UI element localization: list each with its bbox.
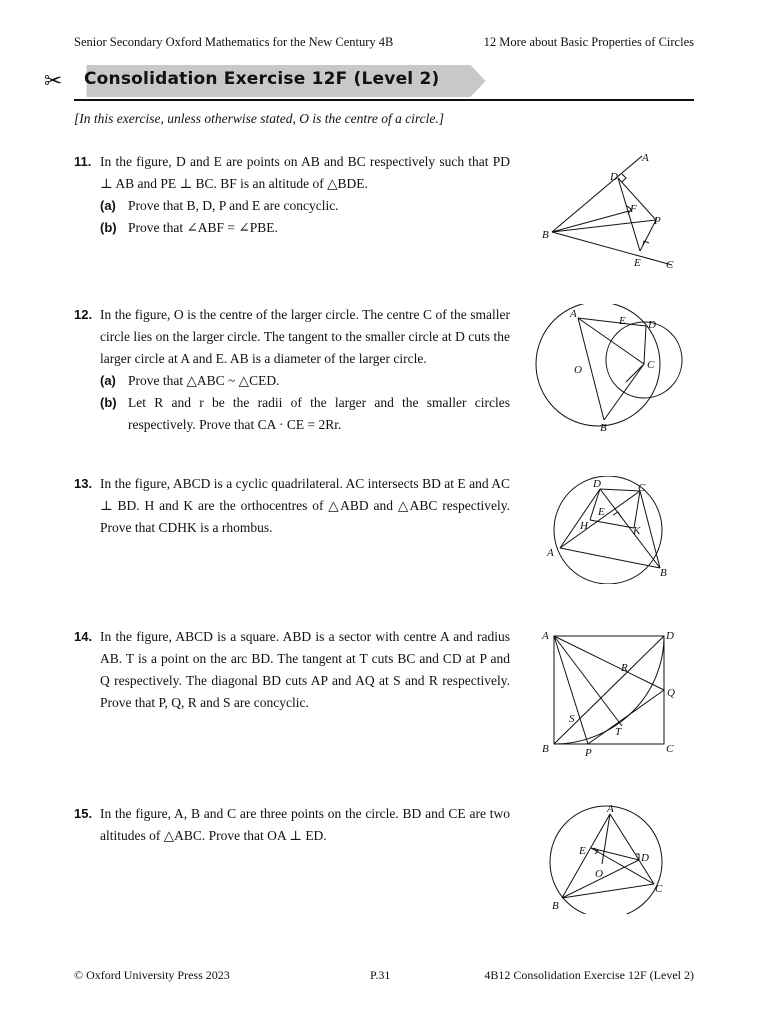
figure-11-labels (542, 152, 674, 271)
point-label: D (610, 171, 618, 183)
point-label: S (569, 713, 575, 725)
question-text: In the figure, ABCD is a cyclic quadrilateral. AC intersects BD at E and AC ⊥ BD. H and K are the orthocentres of △ABD and △ABC respectively. Prove that CDHK is a rhombus. (100, 476, 510, 535)
page-title: Consolidation Exercise 12F (Level 2) (84, 69, 440, 89)
question-text: In the figure, O is the centre of the larger circle. The centre C of the smaller circle lies on the larger circle. The tangent to the smaller circle at D cuts the larger circle at A and E. AB is a diameter of the larger circle. (100, 307, 510, 366)
point-label: C (647, 359, 655, 371)
running-header-left: Senior Secondary Oxford Mathematics for the New Century 4B (74, 35, 394, 49)
question-11 (74, 151, 510, 239)
point-label: B (660, 567, 667, 579)
question-14 (74, 626, 510, 714)
point-label: B (600, 422, 607, 434)
scissors-icon: ✂ (44, 68, 63, 93)
question-13 (74, 473, 510, 539)
exercise-note: [In this exercise, unless otherwise stated, O is the centre of a circle.] (74, 111, 445, 126)
point-label: D (593, 478, 601, 490)
point-label: O (595, 868, 603, 880)
point-label: P (585, 747, 592, 759)
figure-11 (530, 148, 690, 272)
point-label: C (655, 883, 663, 895)
question-text: In the figure, A, B and C are three points on the circle. BD and CE are two altitudes of △ABC. Prove that OA ⊥ ED. (100, 806, 510, 843)
question-12 (74, 304, 510, 436)
point-label: C (666, 743, 674, 755)
point-label: E (634, 257, 641, 269)
point-label: C (666, 259, 674, 271)
point-label: A (607, 803, 614, 815)
running-header-right: 12 More about Basic Properties of Circles (483, 35, 694, 49)
point-label: D (648, 319, 656, 331)
point-label: B (542, 743, 549, 755)
point-label: A (542, 630, 549, 642)
point-label: T (615, 726, 622, 738)
question-number: 14. (74, 629, 93, 644)
point-label: A (642, 152, 649, 164)
question-number: 11. (74, 154, 92, 169)
question-number: 15. (74, 806, 93, 821)
part-b: (b) Let R and r be the radii of the larger and the smaller circles respectively. Prove that CA · CE = 2Rr. (100, 395, 510, 432)
point-label: O (574, 364, 582, 376)
point-label: D (641, 852, 649, 864)
footer-copyright: © Oxford University Press 2023 (74, 968, 230, 982)
point-label: R (621, 662, 628, 674)
point-label: H (580, 520, 588, 532)
point-label: D (666, 630, 674, 642)
question-15 (74, 803, 510, 847)
figure-12 (530, 304, 690, 436)
point-label: A (570, 308, 577, 320)
question-number: 13. (74, 476, 93, 491)
point-label: Q (667, 687, 675, 699)
point-label: E (579, 845, 586, 857)
point-label: F (630, 203, 637, 215)
point-label: K (633, 525, 641, 537)
question-number: 12. (74, 307, 93, 322)
point-label: A (547, 547, 554, 559)
point-label: B (552, 900, 559, 912)
footer-exercise-title: 4B12 Consolidation Exercise 12F (Level 2) (484, 968, 694, 982)
part-a: (a) Prove that B, D, P and E are concyclic. (100, 198, 339, 213)
footer-page-number: P.31 (370, 968, 391, 982)
point-label: B (542, 229, 549, 241)
question-text: In the figure, D and E are points on AB and BC respectively such that PD ⊥ AB and PE ⊥ BC. BF is an altitude of △BDE. (100, 154, 510, 191)
point-label: C (638, 482, 646, 494)
figure-14 (538, 628, 686, 760)
point-label: E (598, 506, 605, 518)
part-b: (b) Prove that ∠ABF = ∠PBE. (100, 220, 278, 235)
figure-15 (540, 802, 680, 914)
title-rule (74, 99, 694, 101)
point-label: P (654, 215, 661, 227)
part-a: (a) Prove that △ABC ~ △CED. (100, 373, 280, 388)
point-label: E (619, 315, 626, 327)
figure-13 (540, 476, 680, 584)
question-text: In the figure, ABCD is a square. ABD is a sector with centre A and radius AB. T is a point on the arc BD. The tangent at T cuts BC and CD at P and Q respectively. The diagonal BD cuts AP and AQ at S and R respectively. Prove that P, Q, R and S are concyclic. (100, 629, 510, 710)
